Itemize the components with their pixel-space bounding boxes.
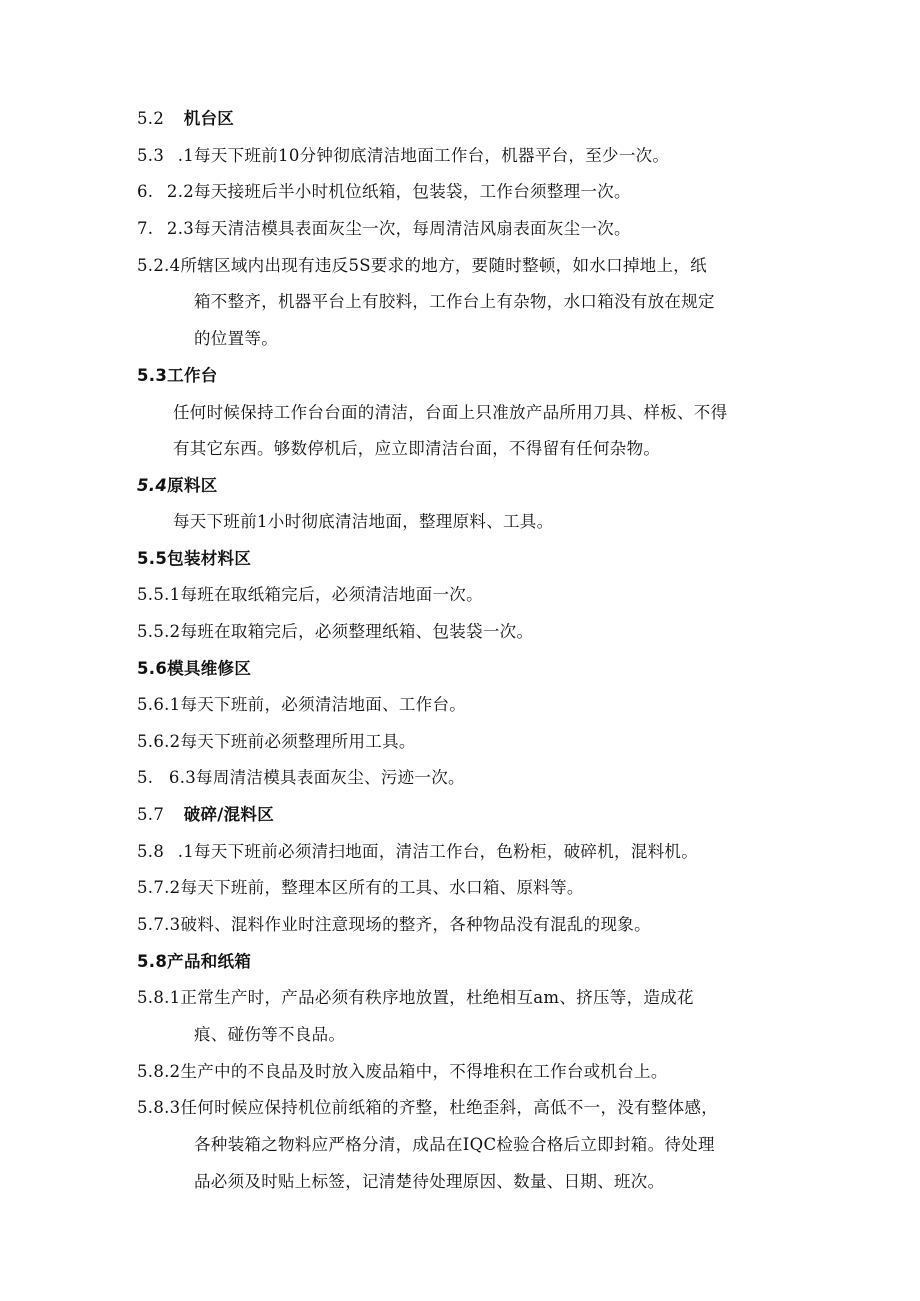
item-number: 5.6.1 — [137, 695, 181, 714]
item-number: 6. — [137, 182, 154, 201]
paragraph-line — [137, 841, 698, 863]
item-text: 生产中的不良品及时放入废品箱中，不得堆积在工作台或机台上。 — [180, 1062, 668, 1081]
heading-5-6 — [137, 658, 251, 680]
paragraph-line — [137, 218, 631, 240]
paragraph-continuation: 箱不整齐，机器平台上有胶料，工作台上有杂物，水口箱没有放在规定 — [194, 292, 715, 311]
section-title: 原料区 — [167, 476, 218, 495]
item-text: .1每天下班前10分钟彻底清洁地面工作台，机器平台，至少一次。 — [177, 146, 670, 165]
item-text: 任何时候应保持机位前纸箱的齐整，杜绝歪斜，高低不一，没有整体感， — [180, 1098, 719, 1117]
paragraph-line — [137, 987, 694, 1009]
item-number: 5.7.3 — [137, 915, 181, 934]
item-number: 5.3 — [137, 146, 165, 165]
section-title: 工作台 — [167, 366, 218, 385]
item-number: 5.8.1 — [137, 988, 181, 1007]
section-title: 破碎/混料区 — [183, 805, 275, 824]
section-number: 5.3 — [137, 366, 168, 385]
item-number: 5.8.3 — [137, 1098, 181, 1117]
paragraph-line — [137, 145, 669, 167]
paragraph-continuation: 痕、碰伤等不良品。 — [194, 1025, 346, 1044]
item-text: 每天下班前必须整理所用工具。 — [180, 732, 416, 751]
paragraph-continuation: 的位置等。 — [194, 329, 278, 348]
item-text: .1每天下班前必须清扫地面，清洁工作台，色粉柜，破碎机，混料机。 — [177, 842, 699, 861]
heading-5-2 — [137, 108, 234, 130]
item-text: 每班在取箱完后，必须整理纸箱、包装袋一次。 — [180, 622, 534, 641]
section-title: 模具维修区 — [167, 659, 252, 678]
item-number: 5.7.2 — [137, 878, 181, 897]
item-text: 2.3每天清洁模具表面灰尘一次，每周清洁风扇表面灰尘一次。 — [166, 219, 631, 238]
heading-5-4 — [137, 475, 218, 497]
section-number: 5.8 — [137, 952, 168, 971]
paragraph-line — [137, 255, 707, 277]
section-number: 5.7 — [137, 805, 165, 824]
item-text: 6.3每周清洁模具表面灰尘、污迹一次。 — [168, 768, 465, 787]
paragraph-line — [137, 621, 533, 643]
paragraph-line — [137, 731, 416, 753]
item-text: 每班在取纸箱完后，必须清洁地面一次。 — [180, 585, 483, 604]
item-number: 5.6.2 — [137, 732, 181, 751]
item-number: 5.5.1 — [137, 585, 181, 604]
heading-5-5 — [137, 548, 251, 570]
paragraph-line — [137, 877, 584, 899]
item-number: 5.8.2 — [137, 1062, 181, 1081]
paragraph-line — [137, 1061, 668, 1083]
paragraph-continuation: 品必须及时贴上标签，记清楚待处理原因、数量、日期、班次。 — [194, 1172, 665, 1191]
paragraph-line: 每天下班前1小时彻底清洁地面，整理原料、工具。 — [173, 512, 554, 531]
paragraph-continuation: 各种装箱之物料应严格分清，成品在IQC检验合格后立即封箱。待处理 — [194, 1135, 715, 1154]
item-text: 2.2每天接班后半小时机位纸箱，包装袋，工作台须整理一次。 — [166, 182, 631, 201]
item-number: 5.5.2 — [137, 622, 181, 641]
section-title: 产品和纸箱 — [167, 952, 252, 971]
paragraph-line: 任何时候保持工作台台面的清洁，台面上只准放产品所用刀具、样板、不得 — [173, 403, 728, 422]
item-text: 正常生产时，产品必须有秩序地放置，杜绝相互am、挤压等，造成花 — [180, 988, 694, 1007]
heading-5-3 — [137, 365, 218, 387]
item-number: 5.8 — [137, 842, 165, 861]
heading-5-7 — [137, 804, 274, 826]
item-text: 每天下班前，必须清洁地面、工作台。 — [180, 695, 467, 714]
item-text: 每天下班前，整理本区所有的工具、水口箱、原料等。 — [180, 878, 584, 897]
item-number: 5. — [137, 768, 154, 787]
paragraph-line: 有其它东西。够数停机后，应立即清洁台面，不得留有任何杂物。 — [173, 439, 661, 458]
paragraph-line — [137, 914, 651, 936]
section-title: 包装材料区 — [167, 549, 252, 568]
section-title: 机台区 — [183, 109, 235, 128]
paragraph-line — [137, 694, 466, 716]
paragraph-line — [137, 1097, 718, 1119]
section-number: 5.4 — [137, 476, 168, 495]
heading-5-8 — [137, 951, 251, 973]
item-number: 7. — [137, 219, 154, 238]
paragraph-line — [137, 181, 631, 203]
item-text: 所辖区域内出现有违反5S要求的地方，要随时整顿，如水口掉地上，纸 — [180, 256, 707, 275]
paragraph-line — [137, 584, 483, 606]
section-number: 5.5 — [137, 549, 168, 568]
item-text: 破料、混料作业时注意现场的整齐，各种物品没有混乱的现象。 — [180, 915, 651, 934]
section-number: 5.2 — [137, 109, 165, 128]
section-number: 5.6 — [137, 659, 168, 678]
item-number: 5.2.4 — [137, 256, 181, 275]
paragraph-line — [137, 767, 465, 789]
